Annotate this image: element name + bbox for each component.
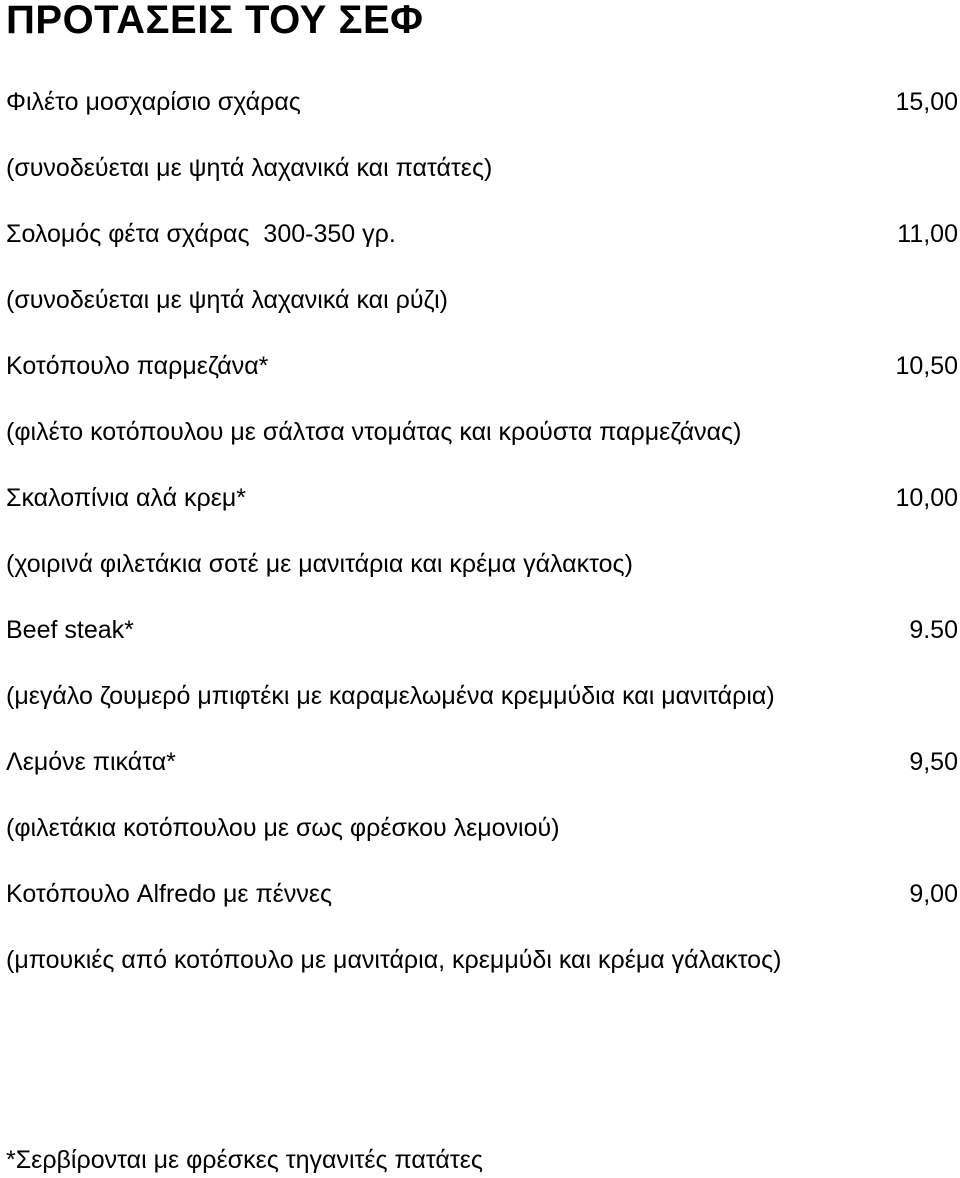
menu-item: [6, 876, 958, 912]
menu-item-description: (μπουκιές από κοτόπουλο με μανιτάρια, κρεμμύδι και κρέμα γάλακτος): [6, 946, 782, 974]
menu-item-description: (συνοδεύεται με ψητά λαχανικά και ρύζι): [6, 286, 448, 314]
menu-item-name: Σολομός φέτα σχάρας 300-350 γρ.: [6, 220, 396, 248]
menu-item-name: Κοτόπουλο παρμεζάνα*: [6, 352, 269, 380]
menu-item: [6, 612, 958, 648]
menu-item-description: (φιλετάκια κοτόπουλου με σως φρέσκου λεμονιού): [6, 814, 560, 842]
menu-item-price: 9.50: [909, 616, 958, 644]
menu-item-name: Σκαλοπίνια αλά κρεμ*: [6, 484, 247, 512]
menu-item-name: Φιλέτο μοσχαρίσιο σχάρας: [6, 88, 301, 116]
menu-item-name: Beef steak*: [6, 616, 134, 644]
menu-footnote: *Σερβίρονται με φρέσκες τηγανιτές πατάτες: [6, 1146, 483, 1174]
menu-item: [6, 744, 958, 780]
menu-item-price: 10,50: [895, 352, 958, 380]
menu-item-description: (μεγάλο ζουμερό μπιφτέκι με καραμελωμένα κρεμμύδια και μανιτάρια): [6, 682, 775, 710]
menu-item-description: (χοιρινά φιλετάκια σοτέ με μανιτάρια και κρέμα γάλακτος): [6, 550, 633, 578]
menu-item-price: 9,50: [909, 748, 958, 776]
menu-item: [6, 480, 958, 516]
menu-item-price: 10,00: [895, 484, 958, 512]
menu-item-name: Λεμόνε πικάτα*: [6, 748, 176, 776]
menu-item-price: 15,00: [895, 88, 958, 116]
menu-item: [6, 216, 958, 252]
menu-item-description: (συνοδεύεται με ψητά λαχανικά και πατάτες): [6, 154, 493, 182]
menu-item-description: (φιλέτο κοτόπουλου με σάλτσα ντομάτας και κρούστα παρμεζάνας): [6, 418, 742, 446]
menu-item-price: 11,00: [897, 220, 958, 248]
menu-item-name: Κοτόπουλο Alfredo με πέννες: [6, 880, 333, 908]
menu-item: [6, 84, 958, 120]
menu-title: ΠΡΟΤΑΣΕΙΣ ΤΟΥ ΣΕΦ: [6, 0, 424, 42]
menu-item-price: 9,00: [909, 880, 958, 908]
menu-item: [6, 348, 958, 384]
